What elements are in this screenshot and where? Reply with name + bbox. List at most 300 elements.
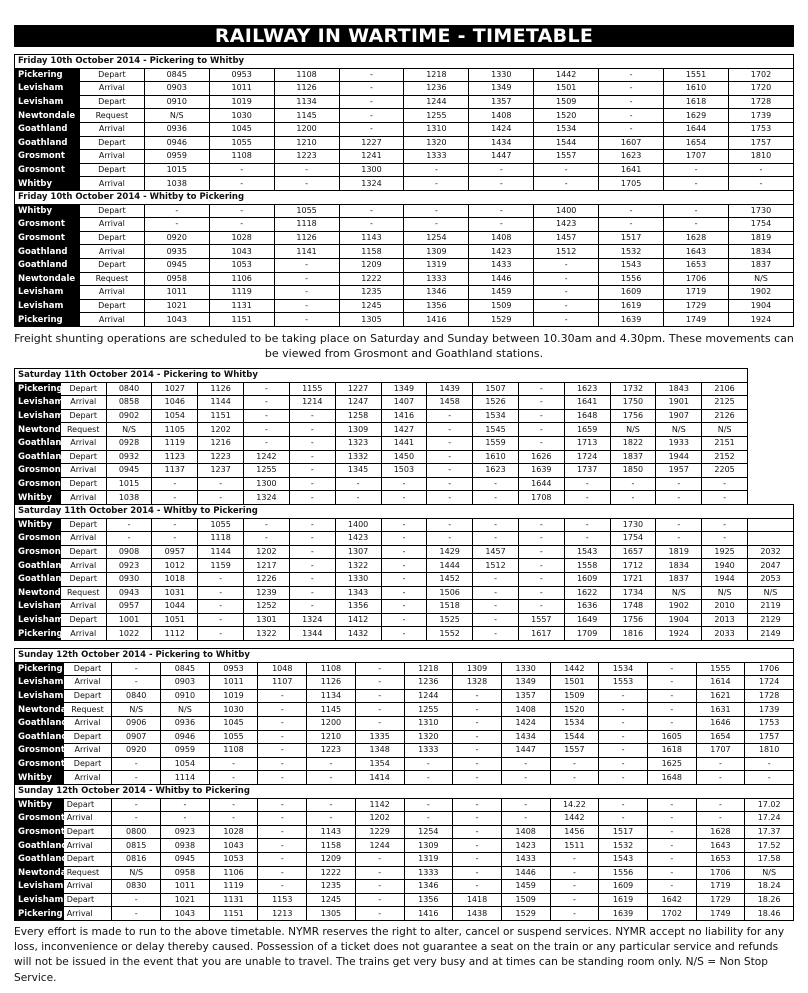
time-cell: 1712 [610,559,656,573]
time-cell: - [258,812,307,826]
table-row [15,716,794,730]
section-3 [15,504,794,640]
time-cell: - [564,518,610,532]
time-cell: 1255 [404,109,469,123]
table-row [15,423,794,437]
time-cell: 1501 [534,82,599,96]
time-cell: - [244,382,290,396]
time-cell: - [702,491,748,505]
time-cell: 18.26 [745,893,794,907]
time-cell: - [518,545,564,559]
time-cell: 2129 [748,613,794,627]
time-cell: 0903 [144,82,209,96]
time-cell: - [453,880,502,894]
section-header-row [15,649,794,663]
service-type: Depart [63,852,112,866]
time-cell: - [404,177,469,191]
time-cell: - [198,627,244,641]
time-cell: 1452 [427,572,473,586]
service-type: Request [79,109,144,123]
time-cell: 1416 [404,313,469,327]
time-cell: 1441 [381,436,427,450]
time-cell: 1229 [355,825,404,839]
time-cell: 1144 [198,545,244,559]
time-cell: 1850 [610,464,656,478]
time-cell: 1011 [209,676,258,690]
section-2 [15,369,794,505]
time-cell: - [599,730,648,744]
table-row [15,600,794,614]
time-cell: - [599,122,664,136]
time-cell: 1054 [152,409,198,423]
time-cell: 17.02 [745,798,794,812]
time-cell: - [518,396,564,410]
time-cell: 0910 [144,95,209,109]
time-cell: 1729 [696,893,745,907]
time-cell: 0945 [161,852,210,866]
time-cell: 1202 [355,812,404,826]
time-cell: 1051 [152,613,198,627]
time-cell: 1617 [518,627,564,641]
time-cell: - [550,893,599,907]
time-cell: 1434 [469,136,534,150]
table-row [15,771,794,785]
time-cell: 0923 [161,825,210,839]
time-cell: - [339,109,404,123]
time-cell: - [599,757,648,771]
time-cell: - [664,163,729,177]
time-cell: 1202 [244,545,290,559]
time-cell: - [112,757,161,771]
time-cell: 1043 [209,839,258,853]
time-cell: - [664,177,729,191]
time-cell: 1330 [335,572,381,586]
service-type: Depart [60,545,106,559]
time-cell: 1720 [728,82,793,96]
time-cell: 2047 [748,559,794,573]
time-cell: - [289,518,335,532]
time-cell: 1046 [152,396,198,410]
time-cell: 1305 [307,907,356,921]
time-cell: - [453,866,502,880]
station-name: Levisham [15,82,80,96]
time-cell: 1643 [696,839,745,853]
time-cell: - [258,798,307,812]
time-cell: - [453,812,502,826]
time-cell: 1022 [106,627,152,641]
time-cell: 1618 [647,744,696,758]
time-cell: 1957 [656,464,702,478]
time-cell: - [339,122,404,136]
time-cell: - [355,866,404,880]
time-cell: 1333 [404,272,469,286]
time-cell: 1730 [610,518,656,532]
time-cell: - [518,559,564,573]
table-row [15,218,794,232]
time-cell: - [244,423,290,437]
time-cell: - [599,716,648,730]
time-cell: 1357 [469,95,534,109]
service-type: Arrival [60,491,106,505]
time-cell: 1027 [152,382,198,396]
time-cell: - [258,744,307,758]
time-cell: - [647,825,696,839]
time-cell: 0932 [106,450,152,464]
time-cell: 0936 [161,716,210,730]
time-cell: - [696,771,745,785]
service-type: Arrival [79,150,144,164]
time-cell: 1724 [564,450,610,464]
time-cell: - [355,716,404,730]
time-cell: - [198,477,244,491]
time-cell: - [473,518,519,532]
time-cell: - [274,272,339,286]
time-cell: 1126 [198,382,244,396]
time-cell: - [355,907,404,921]
service-type: Depart [63,798,112,812]
time-cell: - [244,436,290,450]
time-cell: 17.58 [745,852,794,866]
time-cell: 0858 [106,396,152,410]
time-cell: - [274,163,339,177]
time-cell: 1424 [501,716,550,730]
time-cell: - [112,798,161,812]
time-cell: 1509 [550,689,599,703]
time-cell: 1356 [404,299,469,313]
time-cell: N/S [748,586,794,600]
time-cell: 1837 [728,258,793,272]
time-cell: 1217 [244,559,290,573]
time-cell: - [564,532,610,546]
time-cell: 1424 [469,122,534,136]
station-name: Grosmont [15,477,61,491]
time-cell: - [198,572,244,586]
station-name: Grosmont [15,545,61,559]
time-cell: 1151 [209,907,258,921]
time-cell: 1753 [745,716,794,730]
time-cell: 17.24 [745,812,794,826]
station-name: Grosmont [15,812,64,826]
time-cell: - [427,436,473,450]
time-cell: 1346 [404,286,469,300]
time-cell: 1507 [473,382,519,396]
time-cell: - [152,518,198,532]
time-cell: 1631 [696,703,745,717]
time-cell: 1012 [152,559,198,573]
table-row [15,559,794,573]
time-cell: 1001 [106,613,152,627]
station-name: Goathland [15,122,80,136]
time-cell: - [453,730,502,744]
time-cell: - [209,218,274,232]
time-cell: - [244,518,290,532]
table-row [15,286,794,300]
time-cell: - [647,662,696,676]
time-cell: - [518,532,564,546]
time-cell: - [664,204,729,218]
time-cell: 1021 [144,299,209,313]
time-cell: 1628 [696,825,745,839]
time-cell: 1038 [144,177,209,191]
time-cell: 1754 [610,532,656,546]
time-cell: - [106,518,152,532]
table-row [15,477,794,491]
time-cell: - [381,545,427,559]
service-type: Depart [60,477,106,491]
time-cell: 1155 [289,382,335,396]
time-cell: 1610 [664,82,729,96]
time-cell: 1320 [404,136,469,150]
time-cell: 1728 [728,95,793,109]
time-cell: 1819 [728,231,793,245]
time-cell: 1412 [335,613,381,627]
time-cell: 1543 [599,852,648,866]
time-cell: 1055 [209,136,274,150]
time-cell: - [274,313,339,327]
time-cell: - [106,532,152,546]
time-cell: 0840 [106,382,152,396]
time-cell: 1307 [335,545,381,559]
time-cell: 1557 [518,613,564,627]
time-cell: 1648 [564,409,610,423]
time-cell: 1242 [244,450,290,464]
time-cell: - [161,798,210,812]
time-cell: - [112,893,161,907]
time-cell: 1247 [335,396,381,410]
time-cell: 1222 [339,272,404,286]
time-cell: 0958 [161,866,210,880]
time-cell: - [702,518,748,532]
time-cell: - [453,689,502,703]
service-type: Depart [60,518,106,532]
time-cell: - [469,204,534,218]
time-cell: 1114 [161,771,210,785]
time-cell: 1902 [728,286,793,300]
time-cell: 1300 [339,163,404,177]
time-cell: 1416 [404,907,453,921]
time-cell: 1520 [550,703,599,717]
time-cell: 1018 [152,572,198,586]
time-cell: 1108 [274,68,339,82]
table-row [15,852,794,866]
time-cell: 1556 [599,866,648,880]
time-cell: 1557 [550,744,599,758]
time-cell: 1310 [404,716,453,730]
station-name: Whitby [15,518,61,532]
time-cell: 17.52 [745,839,794,853]
time-cell: - [355,893,404,907]
service-type: Arrival [63,839,112,853]
time-cell: 1223 [307,744,356,758]
time-cell: 1019 [209,95,274,109]
time-cell: 0959 [144,150,209,164]
time-cell: 1509 [534,95,599,109]
time-cell: 1702 [728,68,793,82]
station-name: Goathland [15,258,80,272]
time-cell: 2010 [702,600,748,614]
time-cell: 1756 [610,613,656,627]
time-cell: 1343 [335,586,381,600]
time-cell: 1330 [469,68,534,82]
time-cell: - [745,771,794,785]
time-cell: 1416 [381,409,427,423]
table-row [15,177,794,191]
time-cell: 1108 [307,662,356,676]
time-cell: 0920 [144,231,209,245]
time-cell: 1309 [404,839,453,853]
time-cell: 1126 [274,82,339,96]
time-cell: 1544 [550,730,599,744]
time-cell: 0800 [112,825,161,839]
time-cell: 1423 [534,218,599,232]
time-cell: - [550,907,599,921]
service-type: Arrival [79,82,144,96]
time-cell: N/S [112,703,161,717]
time-cell: - [258,839,307,853]
time-cell: 2205 [702,464,748,478]
time-cell: 1310 [404,122,469,136]
time-cell: 1106 [209,272,274,286]
time-cell: 1427 [381,423,427,437]
time-cell: 1739 [745,703,794,717]
time-cell: N/S [112,866,161,880]
time-cell: 1552 [427,627,473,641]
time-cell: - [152,477,198,491]
time-cell: 1030 [209,703,258,717]
time-cell: 1309 [335,423,381,437]
time-cell: - [381,586,427,600]
time-cell: 1245 [339,299,404,313]
time-cell: 0935 [144,245,209,259]
time-cell: 1218 [404,662,453,676]
time-cell: 1227 [335,382,381,396]
table-row [15,272,794,286]
table-row [15,109,794,123]
station-name: Levisham [15,689,64,703]
time-cell: 1459 [501,880,550,894]
time-cell: - [427,477,473,491]
time-cell: 1223 [274,150,339,164]
table-row [15,586,794,600]
time-cell: 1131 [209,299,274,313]
service-type: Arrival [63,716,112,730]
time-cell: 14.22 [550,798,599,812]
time-cell: - [244,409,290,423]
time-cell: - [112,662,161,676]
time-cell: - [381,477,427,491]
station-name: Grosmont [15,757,64,771]
time-cell: 1055 [209,730,258,744]
time-cell: 0920 [112,744,161,758]
time-cell: - [307,812,356,826]
time-cell: 0946 [144,136,209,150]
section-5 [15,784,794,920]
time-cell: 1433 [469,258,534,272]
time-cell: - [599,771,648,785]
time-cell: - [209,204,274,218]
time-cell: - [745,757,794,771]
time-cell: - [550,757,599,771]
table-row [15,703,794,717]
time-cell: - [335,491,381,505]
time-cell: 1623 [599,150,664,164]
station-name: Pickering [15,907,64,921]
time-cell: 1639 [599,313,664,327]
time-cell: 1119 [152,436,198,450]
time-cell: - [696,812,745,826]
time-cell: - [152,491,198,505]
time-cell: 1837 [610,450,656,464]
time-cell: 1944 [702,572,748,586]
time-cell: 1708 [518,491,564,505]
time-cell: 0902 [106,409,152,423]
table-row [15,409,794,423]
time-cell: 1706 [696,866,745,880]
time-cell: 1438 [453,907,502,921]
time-cell: 1446 [501,866,550,880]
time-cell: 1557 [534,150,599,164]
time-cell: - [355,662,404,676]
time-cell: 1551 [664,68,729,82]
time-cell: - [518,409,564,423]
table-row [15,382,794,396]
time-cell: 2119 [748,600,794,614]
table-row [15,163,794,177]
time-cell: - [339,95,404,109]
time-cell: 1158 [339,245,404,259]
time-cell: - [289,532,335,546]
time-cell: 1450 [381,450,427,464]
time-cell: - [209,757,258,771]
service-type: Arrival [79,313,144,327]
time-cell: - [610,491,656,505]
time-cell: 1408 [469,109,534,123]
time-cell: 0958 [144,272,209,286]
time-cell: - [501,812,550,826]
station-name: Levisham [15,600,61,614]
time-cell: 1118 [274,218,339,232]
time-cell: 1145 [274,109,339,123]
time-cell: 1434 [501,730,550,744]
time-cell: 1159 [198,559,244,573]
service-type: Depart [60,409,106,423]
time-cell: - [274,258,339,272]
time-cell: - [469,163,534,177]
time-cell: 1509 [469,299,534,313]
time-cell: 1322 [335,559,381,573]
table-row [15,491,794,505]
time-cell: 1907 [656,409,702,423]
time-cell: - [112,812,161,826]
station-name: Pickering [15,68,80,82]
time-cell: 1621 [696,689,745,703]
time-cell: 1105 [152,423,198,437]
time-cell: 1732 [610,382,656,396]
time-cell: 1213 [258,907,307,921]
time-cell: - [209,812,258,826]
time-cell: - [404,798,453,812]
time-cell: N/S [702,423,748,437]
time-cell: - [112,907,161,921]
time-cell: 1659 [564,423,610,437]
timetable-saturday [14,368,794,641]
table-row [15,545,794,559]
time-cell: 0946 [161,730,210,744]
time-cell: 1346 [404,880,453,894]
time-cell: - [473,627,519,641]
time-cell: 1558 [564,559,610,573]
station-name: Levisham [15,286,80,300]
